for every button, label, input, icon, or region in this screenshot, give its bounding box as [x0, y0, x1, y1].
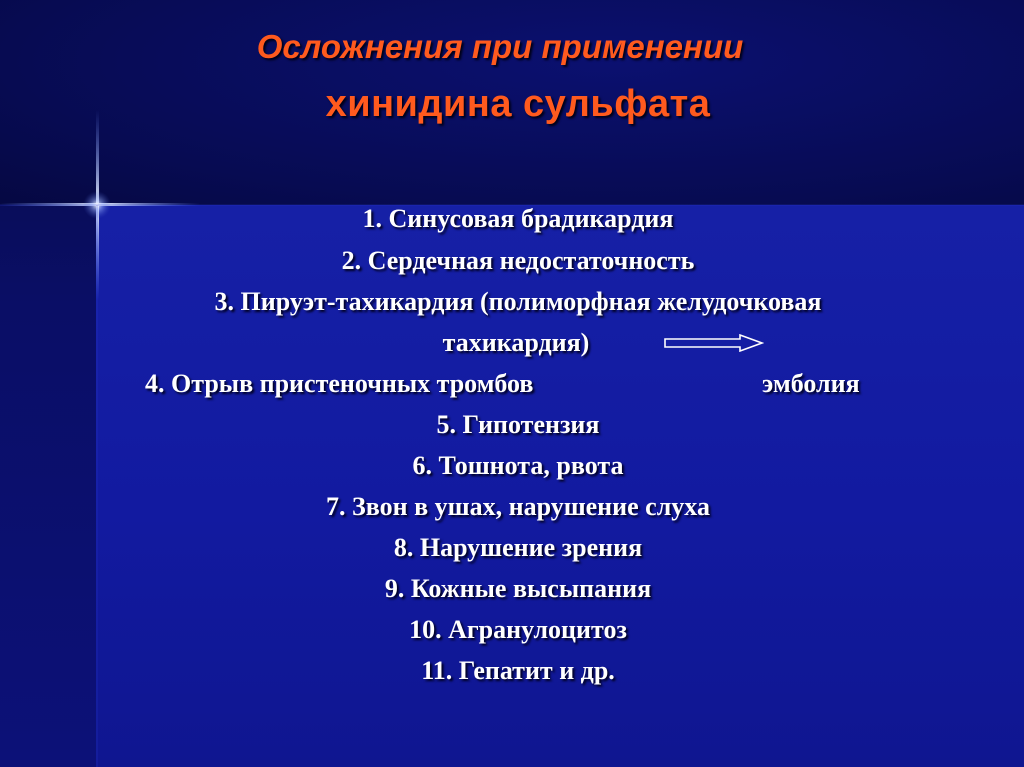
- list-item: 2. Сердечная недостаточность: [341, 246, 695, 275]
- slide-title-line2: хинидина сульфата: [325, 83, 711, 125]
- list-item: 5. Гипотензия: [436, 410, 600, 439]
- list-item: 8. Нарушение зрения: [393, 533, 643, 562]
- list-item: 11. Гепатит и др.: [421, 656, 615, 685]
- list-item-continuation: тахикардия): [442, 328, 590, 357]
- list-item: 10. Агранулоцитоз: [409, 615, 627, 644]
- right-arrow-icon: [664, 334, 764, 352]
- list-item: 3. Пируэт-тахикардия (полиморфная желудочковая: [214, 287, 822, 316]
- list-item: 6. Тошнота, рвота: [412, 451, 624, 480]
- list-item: 1. Синусовая брадикардия: [362, 204, 674, 233]
- list-item: 9. Кожные высыпания: [384, 574, 652, 603]
- slide-title-line1: Осложнения при применении: [256, 28, 744, 65]
- list-item: 4. Отрыв пристеночных тромбов: [145, 369, 534, 398]
- list-item: 7. Звон в ушах, нарушение слуха: [326, 492, 710, 521]
- list-item-result: эмболия: [762, 369, 860, 398]
